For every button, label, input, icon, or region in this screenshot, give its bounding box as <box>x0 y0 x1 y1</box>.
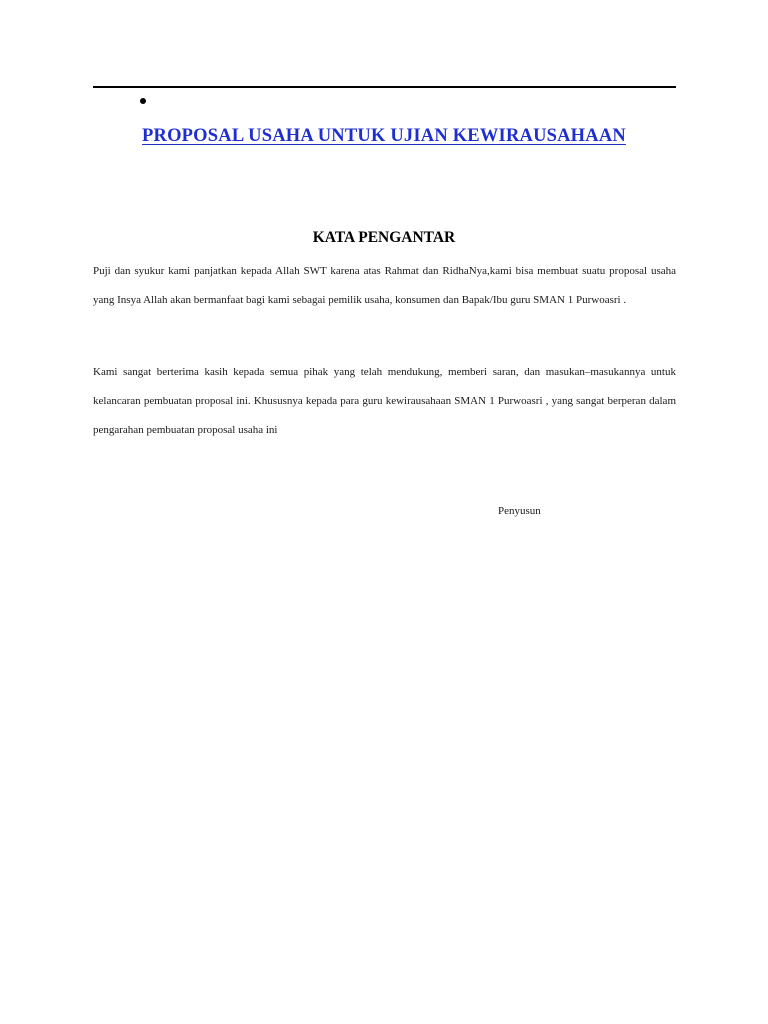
paragraph-2: Kami sangat berterima kasih kepada semua pihak yang telah mendukung, memberi saran, dan masukan–masukannya untuk kelancaran pembuatan proposal ini. Khususnya kepada para guru kewirausahaan SMAN 1 Purwoasri , yang sangat berperan dalam pengarahan pembuatan proposal usaha ini <box>93 366 676 436</box>
section-heading: KATA PENGANTAR <box>312 229 456 246</box>
paragraph-1: Puji dan syukur kami panjatkan kepada Allah SWT karena atas Rahmat dan RidhaNya,kami bisa membuat suatu proposal usaha yang Insya Allah akan bermanfaat bagi kami sebagai pemilik usaha, konsumen dan Bapak/Ibu guru SMAN 1 Purwoasri . <box>93 265 676 306</box>
signature-label: Penyusun <box>498 505 541 517</box>
document-title: PROPOSAL USAHA UNTUK UJIAN KEWIRAUSAHAAN <box>142 126 626 146</box>
bullet-point <box>140 98 146 104</box>
top-horizontal-rule <box>93 86 676 88</box>
